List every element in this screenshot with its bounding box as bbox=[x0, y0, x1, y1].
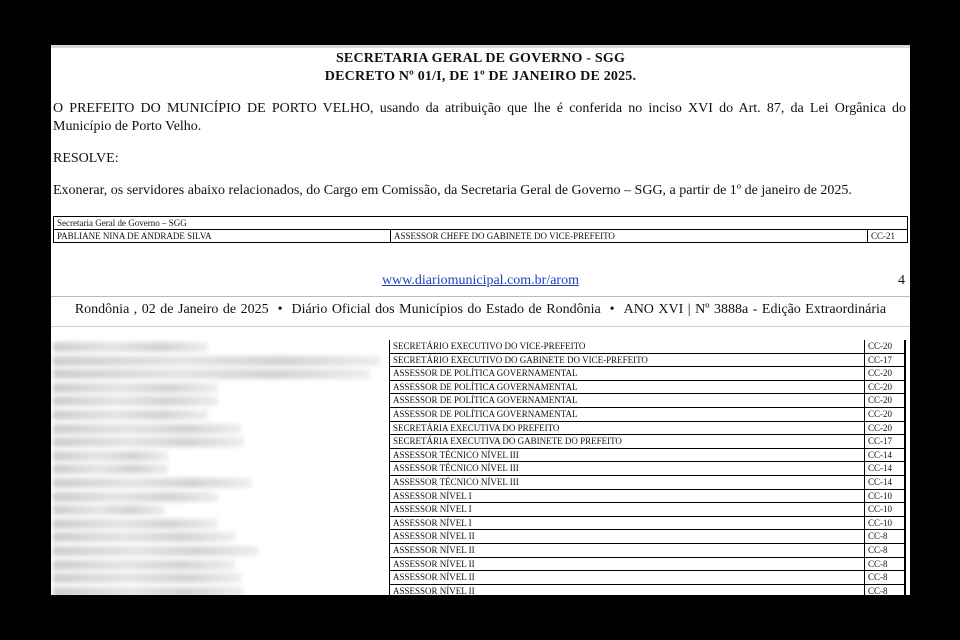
statement-paragraph: Exonerar, os servidores abaixo relacionados, do Cargo em Comissão, da Secretaria Geral de Governo – SGG, a partir de 1º de janeiro de 2025. bbox=[53, 183, 852, 198]
employee-level: CC-17 bbox=[864, 435, 904, 449]
intro-paragraph: O PREFEITO DO MUNICÍPIO DE PORTO VELHO, usando da atribuição que lhe é conferida no inciso XVI do Art. 87, da Lei Orgânica do Município de Porto Velho. bbox=[53, 101, 906, 134]
redacted-name bbox=[53, 410, 208, 420]
employee-level: CC-20 bbox=[864, 408, 904, 422]
journal-name: Diário Oficial dos Municípios do Estado de Rondônia bbox=[291, 302, 601, 317]
table-row bbox=[51, 449, 910, 463]
table-row bbox=[51, 558, 910, 572]
bullet-separator: • bbox=[609, 302, 615, 317]
redacted-name bbox=[53, 342, 208, 352]
employee-role: ASSESSOR NÍVEL II bbox=[389, 558, 864, 572]
table-row bbox=[51, 503, 910, 517]
redacted-name bbox=[53, 546, 258, 556]
employee-name: PABLIANE NINA DE ANDRADE SILVA bbox=[57, 231, 212, 241]
employee-level: CC-10 bbox=[864, 490, 904, 504]
employee-role: ASSESSOR NÍVEL I bbox=[389, 503, 864, 517]
employee-level: CC-8 bbox=[864, 585, 904, 595]
employee-role: ASSESSOR CHEFE DO GABINETE DO VICE-PREFEITO bbox=[390, 230, 867, 242]
table-row bbox=[51, 585, 910, 595]
top-table bbox=[53, 216, 908, 243]
employee-role: SECRETÁRIA EXECUTIVA DO GABINETE DO PREFEITO bbox=[389, 435, 864, 449]
table-row bbox=[51, 422, 910, 436]
redacted-name bbox=[53, 383, 218, 393]
employee-level: CC-20 bbox=[864, 422, 904, 436]
employee-role: SECRETÁRIO EXECUTIVO DO VICE-PREFEITO bbox=[389, 340, 864, 354]
redacted-name bbox=[53, 573, 241, 583]
section-divider bbox=[51, 326, 910, 327]
employee-level: CC-20 bbox=[864, 394, 904, 408]
resolve-label: RESOLVE: bbox=[53, 151, 119, 166]
page-top-edge bbox=[51, 45, 910, 48]
redacted-name bbox=[53, 505, 165, 515]
redacted-name bbox=[53, 356, 380, 366]
employee-level: CC-20 bbox=[864, 340, 904, 354]
edition-info: ANO XVI | Nº 3888a - Edição Extraordinária bbox=[623, 302, 887, 317]
employee-level: CC-8 bbox=[864, 571, 904, 585]
redacted-name bbox=[53, 560, 235, 570]
table-row bbox=[51, 476, 910, 490]
redacted-name bbox=[53, 492, 218, 502]
employee-role: ASSESSOR TÉCNICO NÍVEL III bbox=[389, 449, 864, 463]
table-row bbox=[51, 530, 910, 544]
publication-footer bbox=[51, 302, 910, 318]
employee-role: ASSESSOR NÍVEL II bbox=[389, 571, 864, 585]
table-row bbox=[51, 354, 910, 368]
decree-title: DECRETO Nº 01/I, DE 1º DE JANEIRO DE 2025. bbox=[324, 69, 637, 84]
table-row bbox=[51, 435, 910, 449]
redacted-name bbox=[53, 587, 244, 595]
employee-role: ASSESSOR DE POLÍTICA GOVERNAMENTAL bbox=[389, 394, 864, 408]
employee-level: CC-20 bbox=[864, 381, 904, 395]
table-row bbox=[51, 462, 910, 476]
redacted-name bbox=[53, 519, 218, 529]
employee-level: CC-20 bbox=[864, 367, 904, 381]
employee-role: ASSESSOR DE POLÍTICA GOVERNAMENTAL bbox=[389, 408, 864, 422]
redacted-name bbox=[53, 369, 370, 379]
table-row bbox=[51, 394, 910, 408]
footer-divider bbox=[51, 296, 910, 297]
site-link[interactable]: www.diariomunicipal.com.br/arom bbox=[382, 273, 579, 288]
employee-role: ASSESSOR NÍVEL II bbox=[389, 544, 864, 558]
employee-role: ASSESSOR DE POLÍTICA GOVERNAMENTAL bbox=[389, 381, 864, 395]
employee-level: CC-14 bbox=[864, 476, 904, 490]
employee-level: CC-8 bbox=[864, 544, 904, 558]
employee-level: CC-8 bbox=[864, 558, 904, 572]
redacted-name bbox=[53, 396, 218, 406]
table-row bbox=[51, 340, 910, 354]
employee-role: SECRETÁRIA EXECUTIVA DO PREFEITO bbox=[389, 422, 864, 436]
employee-role: ASSESSOR NÍVEL II bbox=[389, 530, 864, 544]
employee-level: CC-17 bbox=[864, 354, 904, 368]
redacted-name bbox=[53, 451, 168, 461]
table-row bbox=[51, 367, 910, 381]
table-row bbox=[51, 381, 910, 395]
redacted-name bbox=[53, 424, 241, 434]
table-right-border bbox=[904, 340, 906, 595]
employee-role: SECRETÁRIO EXECUTIVO DO GABINETE DO VICE-PREFEITO bbox=[389, 354, 864, 368]
page-number: 4 bbox=[898, 273, 905, 288]
table-section-row bbox=[54, 217, 907, 229]
redacted-name bbox=[53, 437, 244, 447]
table-row bbox=[54, 229, 907, 242]
employee-role: ASSESSOR TÉCNICO NÍVEL III bbox=[389, 462, 864, 476]
redacted-name bbox=[53, 464, 168, 474]
table-row bbox=[51, 517, 910, 531]
employee-role: ASSESSOR DE POLÍTICA GOVERNAMENTAL bbox=[389, 367, 864, 381]
place-date: Rondônia , 02 de Janeiro de 2025 bbox=[74, 302, 269, 317]
employee-role: ASSESSOR NÍVEL I bbox=[389, 490, 864, 504]
employee-level: CC-10 bbox=[864, 517, 904, 531]
redacted-name bbox=[53, 532, 235, 542]
employee-role: ASSESSOR NÍVEL I bbox=[389, 517, 864, 531]
employee-level: CC-10 bbox=[864, 503, 904, 517]
redacted-name bbox=[53, 478, 251, 488]
employee-level: CC-8 bbox=[864, 530, 904, 544]
section-label: Secretaria Geral de Governo – SGG bbox=[57, 218, 187, 228]
table-row bbox=[51, 544, 910, 558]
bullet-separator: • bbox=[277, 302, 283, 317]
employee-role: ASSESSOR TÉCNICO NÍVEL III bbox=[389, 476, 864, 490]
employee-role: ASSESSOR NÍVEL II bbox=[389, 585, 864, 595]
document-page bbox=[51, 45, 910, 595]
employee-level: CC-14 bbox=[864, 462, 904, 476]
employee-level: CC-21 bbox=[867, 230, 907, 242]
table-row bbox=[51, 408, 910, 422]
document-title: SECRETARIA GERAL DE GOVERNO - SGG bbox=[335, 51, 626, 66]
employee-level: CC-14 bbox=[864, 449, 904, 463]
table-row bbox=[51, 571, 910, 585]
table-row bbox=[51, 490, 910, 504]
